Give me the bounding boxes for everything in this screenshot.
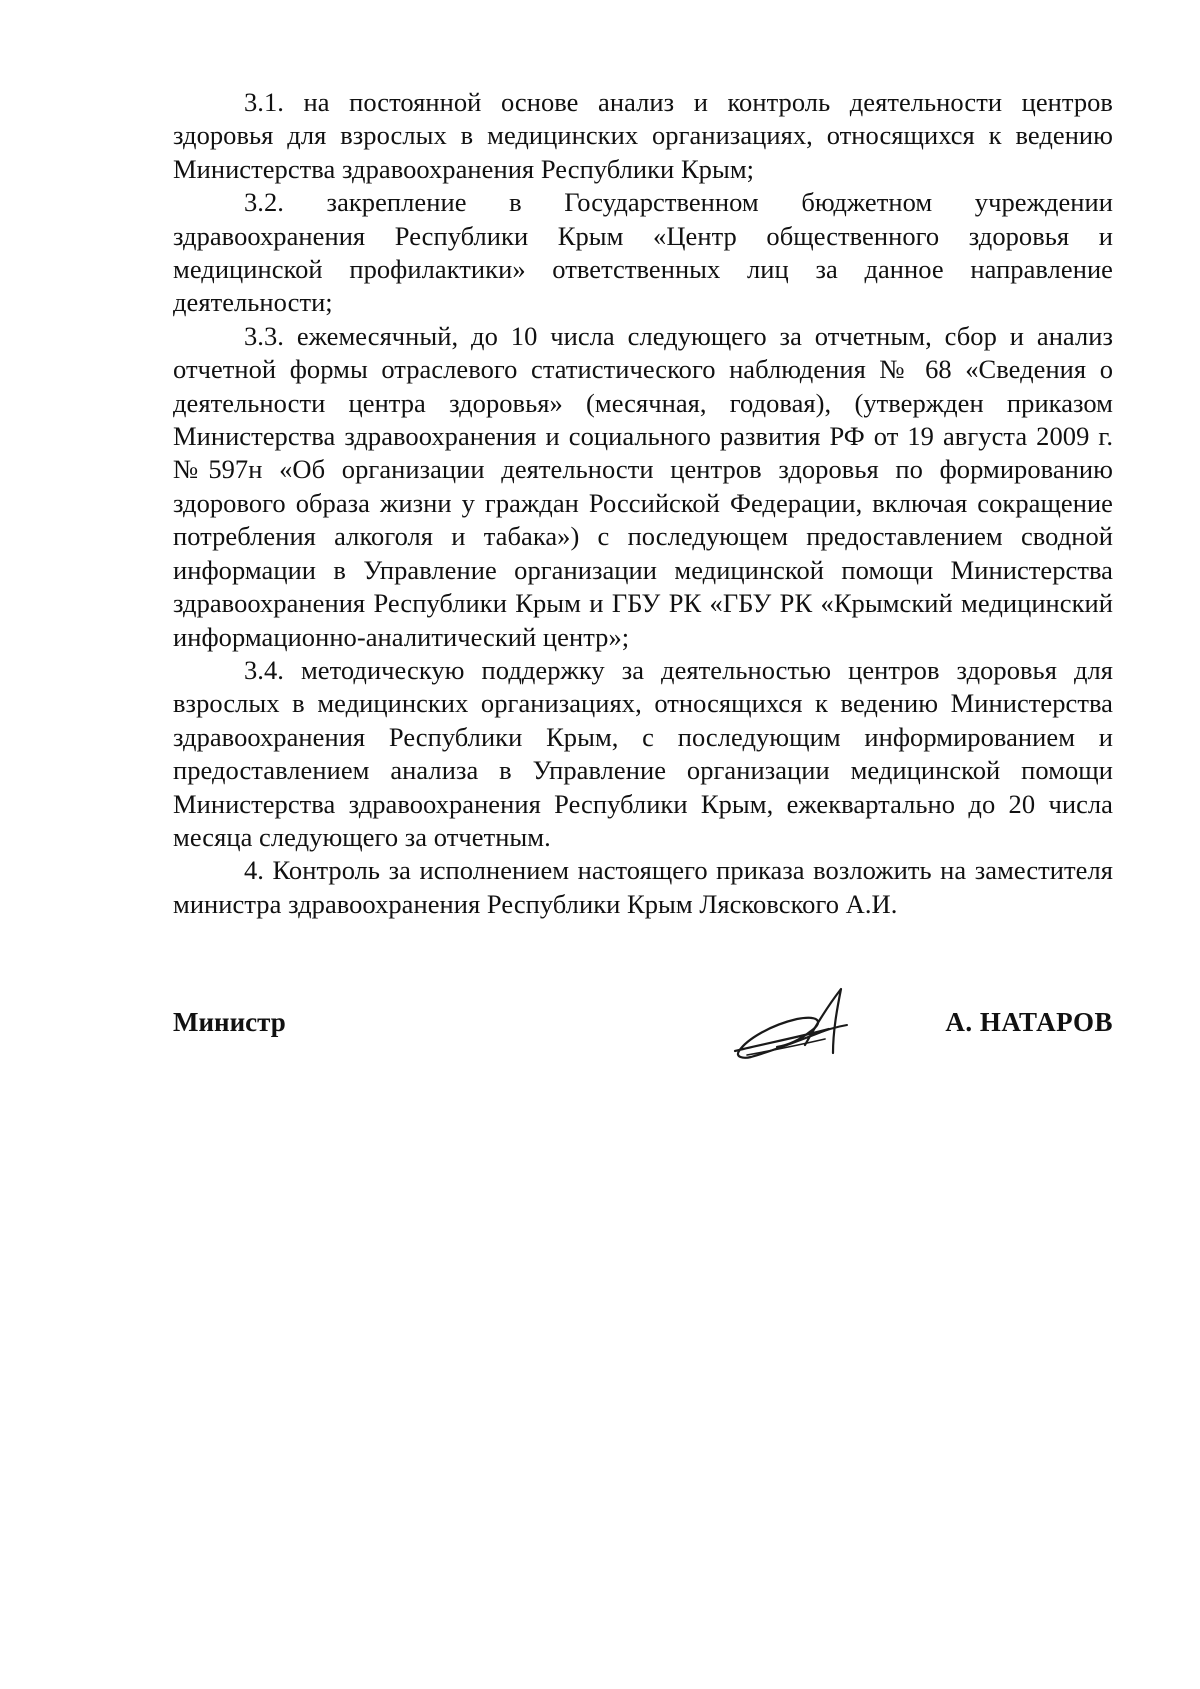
paragraph-3-4: 3.4. методическую поддержку за деятельностью центров здоровья для взрослых в медицинских организациях, относящихся к ведению Министерства здравоохранения Республики Крым, с последующим информированием и предоставлением анализа в Управление организации медицинской помощи Министерства здравоохранения Республики Крым, ежеквартально до 20 числа месяца следующего за отчетным. bbox=[173, 654, 1113, 852]
signatory-role: Министр bbox=[173, 1007, 286, 1037]
handwritten-signature-icon bbox=[729, 985, 859, 1065]
paragraph-3-1: 3.1. на постоянной основе анализ и контроль деятельности центров здоровья для взрослых в медицинских организациях, относящихся к ведению Министерства здравоохранения Республики Крым; bbox=[173, 87, 1113, 184]
document-body bbox=[173, 86, 1113, 921]
paragraph-3-3: 3.3. ежемесячный, до 10 числа следующего за отчетным, сбор и анализ отчетной формы отраслевого статистического наблюдения № 68 «Сведения о деятельности центра здоровья» (месячная, годовая), (утвержден приказом Министерства здравоохранения и социального развития РФ от 19 августа 2009 г. №597н «Об организации деятельности центров здоровья по формированию здорового образа жизни у граждан Российской Федерации, включая сокращение потребления алкоголя и табака») с последующем предоставлением сводной информации в Управление организации медицинской помощи Министерства здравоохранения Республики Крым и ГБУ РК «ГБУ РК «Крымский медицинский информационно-аналитический центр»; bbox=[173, 320, 1113, 652]
paragraph-4: 4. Контроль за исполнением настоящего приказа возложить на заместителя министра здравоохранения Республики Крым Лясковского А.И. bbox=[173, 855, 1113, 919]
signatory-name: А. НАТАРОВ bbox=[945, 1007, 1113, 1037]
paragraph-3-2: 3.2. закрепление в Государственном бюджетном учреждении здравоохранения Республики Крым «Центр общественного здоровья и медицинской профилактики» ответственных лиц за данное направление деятельности; bbox=[173, 187, 1113, 318]
signature-block bbox=[173, 985, 1113, 1065]
